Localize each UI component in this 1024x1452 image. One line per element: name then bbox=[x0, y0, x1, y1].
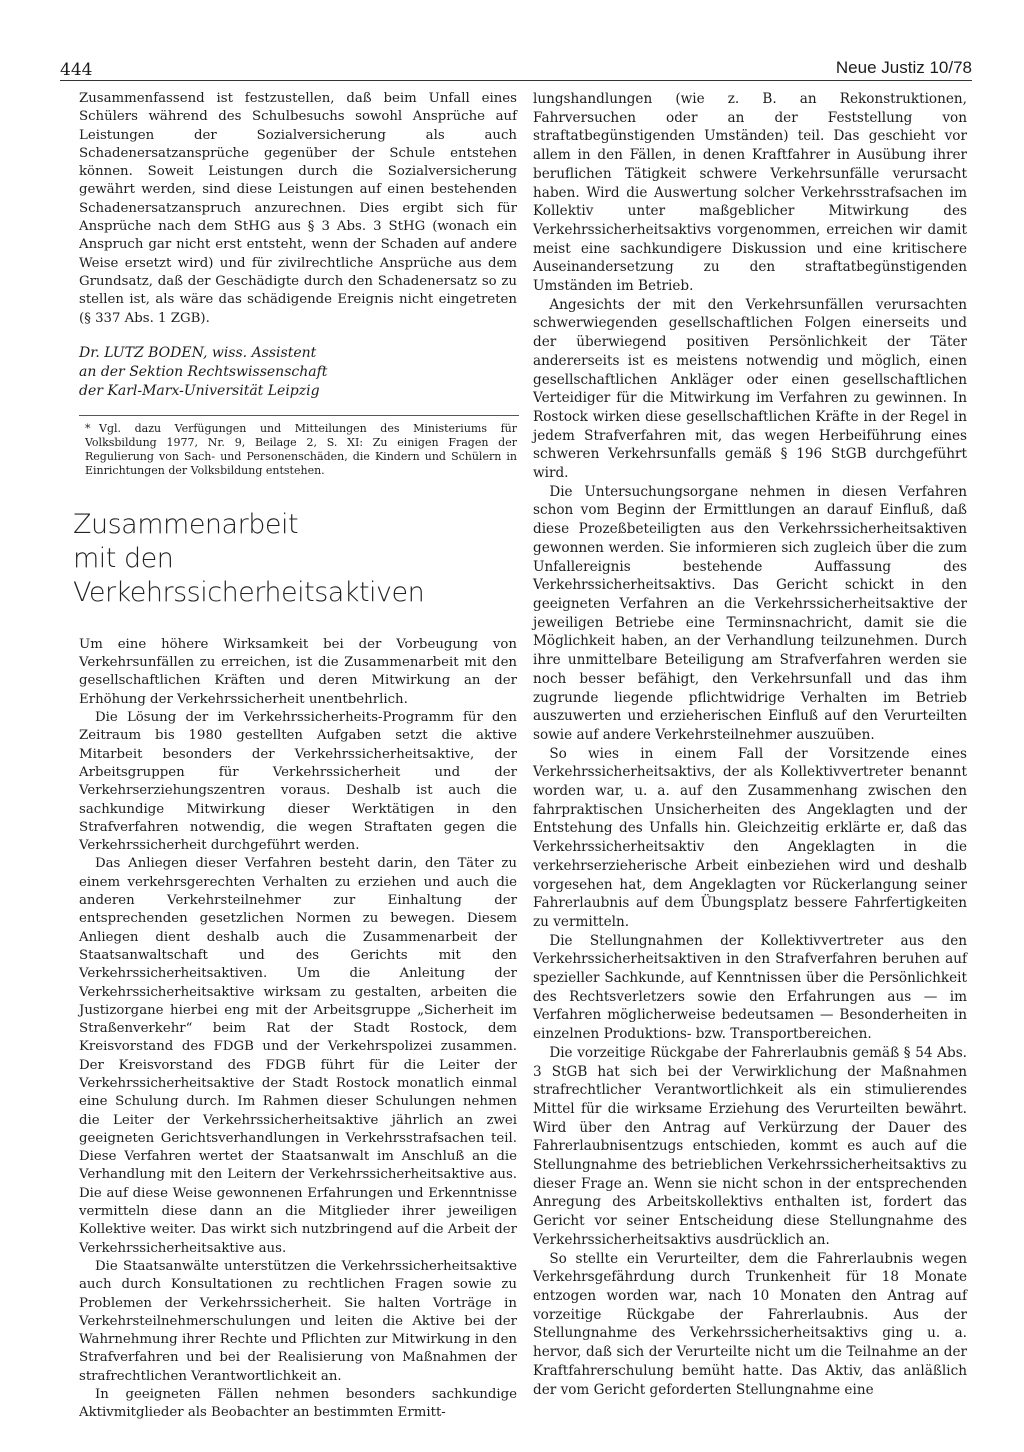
body-paragraph: Die Lösung der im Verkehrssicherheits-Programm für den Zeitraum bis 1980 gestellten Aufgaben setzt die aktive Mitarbeit besonders der Verkehrssicherheitsaktive, der Arbeitsgruppen für Verkehrssicherheit und der Verkehrserziehungszentren voraus. Deshalb ist auch die sachkundige Mitwirkung dieser Werktätigen in den Strafverfahren notwendig, die wegen Straftaten gegen die Verkehrssicherheit durchgeführt werden. bbox=[79, 710, 517, 854]
continued-paragraph: lungshandlungen (wie z. B. an Rekonstruktionen, Fahrversuchen oder an der Feststellung von straftatbegünstigenden Umständen) teil. Das geschieht vor allem in den Fällen, in denen Kraftfahrer in Ausübung ihrer beruflichen Tätigkeit schwere Verkehrsunfälle verursacht haben. Wird die Auswertung solcher Verkehrsstrafsachen im Kollektiv unter maßgeblicher Mitwirkung des Verkehrssicherheitsaktivs vorgenommen, erreichen wir damit meist eine sachkundigere Diskussion und eine kritischere Auseinandersetzung zu den straftatbegünstigenden Umständen im Betrieb. bbox=[533, 91, 967, 295]
footnote-rule bbox=[79, 415, 519, 416]
body-paragraph: So stellte ein Verurteilter, dem die Fahrerlaubnis wegen Verkehrsgefährdung durch Trunkenheit für 18 Monate entzogen worden war, nach 10 Monaten den Antrag auf vorzeitige Rückgabe der Fahrerlaubnis. Aus der Stellungnahme des Verkehrssicherheitsaktivs ging u. a. hervor, daß sich der Verurteilte nicht um die Teilnahme an der Kraftfahrerschulung bemüht hatte. Das Aktiv, das anläßlich der vom Gericht geforderten Stellungnahme eine bbox=[533, 1250, 967, 1398]
right-column bbox=[533, 90, 967, 1399]
footnote-mark: * bbox=[85, 421, 91, 435]
body-paragraph: Das Anliegen dieser Verfahren besteht darin, den Täter zu einem verkehrsgerechten Verhalten zu erziehen und auch die anderen Verkehrsteilnehmer zur Einhaltung der entsprechenden gesetzlichen Normen zu bewegen. Diesem Anliegen dient deshalb auch die Zusammenarbeit der Staatsanwaltschaft und des Gerichts mit den Verkehrssicherheitsaktiven. Um die Anleitung der Verkehrssicherheitsaktive wirksam zu gestalten, arbeiten die Justizorgane hierbei eng mit der Arbeitsgruppe „Sicherheit im Straßenverkehr“ beim Rat der Stadt Rostock, dem Kreisvorstand des FDGB und der Verkehrspolizei zusammen. Der Kreisvorstand des FDGB führt für die Leiter der Verkehrssicherheitsaktive der Stadt Rostock monatlich einmal eine Schulung durch. Im Rahmen dieser Schulungen nehmen die Leiter der Verkehrssicherheitsaktive jährlich an zwei geeigneten Gerichtsverhandlungen in Verkehrsstrafsachen teil. Diese Verfahren wertet der Staatsanwalt im Anschluß an die Verhandlung mit den Leitern der Verkehrssicherheitsaktive aus. Die auf diese Weise gewonnenen Erfahrungen und Erkenntnisse vermitteln diese dann an die Mitglieder ihrer jeweiligen Kollektive weiter. Das wirkt sich nutzbringend auf die Arbeit der Verkehrssicherheitsaktive aus. bbox=[79, 856, 517, 1256]
body-paragraph: Die Staatsanwälte unterstützen die Verkehrssicherheitsaktive auch durch Konsultationen zu rechtlichen Fragen sowie zu Problemen der Verkehrssicherheit. Sie halten Vorträge in Verkehrsteilnehmerschulungen und leiten die Aktive bei der Wahrnehmung ihrer Rechte und Pflichten zur Mitwirkung in den Strafverfahren und bei der Realisierung von Maßnahmen der strafrechtlichen Verantwortlichkeit an. bbox=[79, 1258, 517, 1384]
author-affiliation-2: der Karl-Marx-Universität Leipzig bbox=[79, 382, 320, 399]
body-paragraph: Angesichts der mit den Verkehrsunfällen verursachten schwerwiegenden gesellschaftlichen Folgen einerseits und der überwiegend positiven Persönlichkeit der Täter andererseits ist es meistens notwendig und möglich, einen gesellschaftlichen Ankläger oder einen gesellschaftlichen Verteidiger für die Mitwirkung im Verfahren zu gewinnen. In Rostock wirken diese gesellschaftlichen Kräfte in der Regel in jedem Strafverfahren mit, das wegen Herbeiführung eines schweren Verkehrsunfalls gemäß § 196 StGB durchgeführt wird. bbox=[533, 296, 967, 482]
author-affiliation-1: an der Sektion Rechtswissenschaft bbox=[79, 363, 328, 380]
body-paragraph: Um eine höhere Wirksamkeit bei der Vorbeugung von Verkehrsunfällen zu erreichen, ist die Zusammenarbeit mit den gesellschaftlichen Kräften und deren Mitwirkung an der Erhöhung der Verkehrssicherheit unentbehrlich. bbox=[79, 636, 517, 707]
headline-line-2: mit den Verkehrssicherheitsaktiven bbox=[73, 542, 425, 608]
footnote-text: Vgl. dazu Verfügungen und Mitteilungen des Ministeriums für Volksbildung 1977, Nr. 9, Beilage 2, S. XI: Zu einigen Fragen der Regulierung von Sach- und Personenschäden, die Kindern und Schülern in Einrichtungen der Volksbildung entstehen. bbox=[85, 421, 517, 477]
author-name: Dr. LUTZ BODEN, wiss. Assistent bbox=[79, 344, 317, 361]
footnote bbox=[85, 422, 517, 478]
author-block bbox=[79, 344, 517, 401]
body-paragraph: So wies in einem Fall der Vorsitzende eines Verkehrssicherheitsaktivs, der als Kollektivvertreter benannt worden war, u. a. auf den Zusammenhang zwischen den fahrpraktischen Unsicherheiten des Angeklagten und der Entstehung des Unfalls hin. Gleichzeitig erklärte er, daß das Verkehrssicherheitsaktiv den Angeklagten in die verkehrserzieherische Arbeit einbeziehen wird und deshalb vorgesehen hat, dem Angeklagten vor Rückerlangung seiner Fahrerlaubnis auf dem Übungsplatz bessere Fahrfertigkeiten zu vermitteln. bbox=[533, 745, 967, 930]
body-paragraph: Die vorzeitige Rückgabe der Fahrerlaubnis gemäß § 54 Abs. 3 StGB hat sich bei der Verwirklichung der Maßnahmen strafrechtlicher Verantwortlichkeit als ein stimulierendes Mittel für die wirksame Erziehung des Verurteilten bewährt. Wird über den Antrag auf Verkürzung der Dauer des Fahrerlaubnisentzugs entschieden, kommt es auch auf die Stellungnahme des betrieblichen Verkehrssicherheitsaktivs zu dieser Frage an. Wenn sie nicht schon in der entsprechenden Anregung des Arbeitskollektivs enthalten ist, fordert das Gericht vor seiner Entscheidung diese Stellungnahme des Verkehrssicherheitsaktivs ausdrücklich an. bbox=[533, 1044, 967, 1248]
journal-issue: Neue Justiz 10/78 bbox=[835, 58, 972, 77]
header-rule bbox=[60, 80, 972, 81]
body-paragraph: Die Untersuchungsorgane nehmen in diesen Verfahren schon vom Beginn der Ermittlungen an darauf Einfluß, daß diese Prozeßbeteiligten aus den Verkehrssicherheitsaktiven gewonnen werden. Sie informieren sich zugleich über die zum Unfallereignis bestehende Auffassung des Verkehrssicherheitsaktivs. Das Gericht schickt in den geeigneten Verfahren an die Verkehrssicherheitsaktive der jeweiligen Betriebe eine Terminsnachricht, damit sie die Möglichkeit haben, an der Verhandlung teilzunehmen. Durch ihre unmittelbare Beteiligung am Strafverfahren werden sie noch besser befähigt, den Verkehrsunfall und das ihm zugrunde liegende pflichtwidrige Verhalten im Betrieb auszuwerten und erzieherischen Einfluß auf den Verurteilten sowie auf andere Verkehrsteilnehmer auszuüben. bbox=[533, 483, 967, 743]
body-paragraph: Die Stellungnahmen der Kollektivvertreter aus den Verkehrssicherheitsaktiven in den Strafverfahren beruhen auf spezieller Sachkunde, auf Kenntnissen über die Persönlichkeit des Rechtsverletzers sowie den Erfahrungen aus — im Verfahren möglicherweise bedeutsamen — Besonderheiten in einzelnen Produktions- bzw. Transportbereichen. bbox=[533, 932, 967, 1043]
left-column bbox=[73, 90, 517, 1423]
page-number: 444 bbox=[60, 60, 93, 80]
headline-line-1: Zusammenarbeit bbox=[73, 508, 299, 540]
article-headline bbox=[73, 508, 517, 610]
body-paragraph: In geeigneten Fällen nehmen besonders sachkundige Aktivmitglieder als Beobachter an bestimmten Ermitt- bbox=[79, 1387, 517, 1421]
intro-paragraph: Zusammenfassend ist festzustellen, daß beim Unfall eines Schülers während des Schulbesuchs sowohl Ansprüche auf Leistungen der Sozialversicherung als auch Schadenersatzansprüche gegenüber der Schule entstehen können. Soweit Leistungen durch die Sozialversicherung gewährt werden, sind diese Leistungen auf einen bestehenden Schadenersatzanspruch anzurechnen. Dies ergibt sich für Ansprüche nach dem StHG aus § 3 Abs. 3 StHG (wonach ein Anspruch gar nicht erst entsteht, wenn der Schaden auf andere Weise ersetzt wird) und für zivilrechtliche Ansprüche aus dem Grundsatz, daß der Geschädigte durch den Schadenersatz so zu stellen ist, als wäre das schädigende Ereignis nicht eingetreten (§ 337 Abs. 1 ZGB). bbox=[79, 91, 517, 326]
